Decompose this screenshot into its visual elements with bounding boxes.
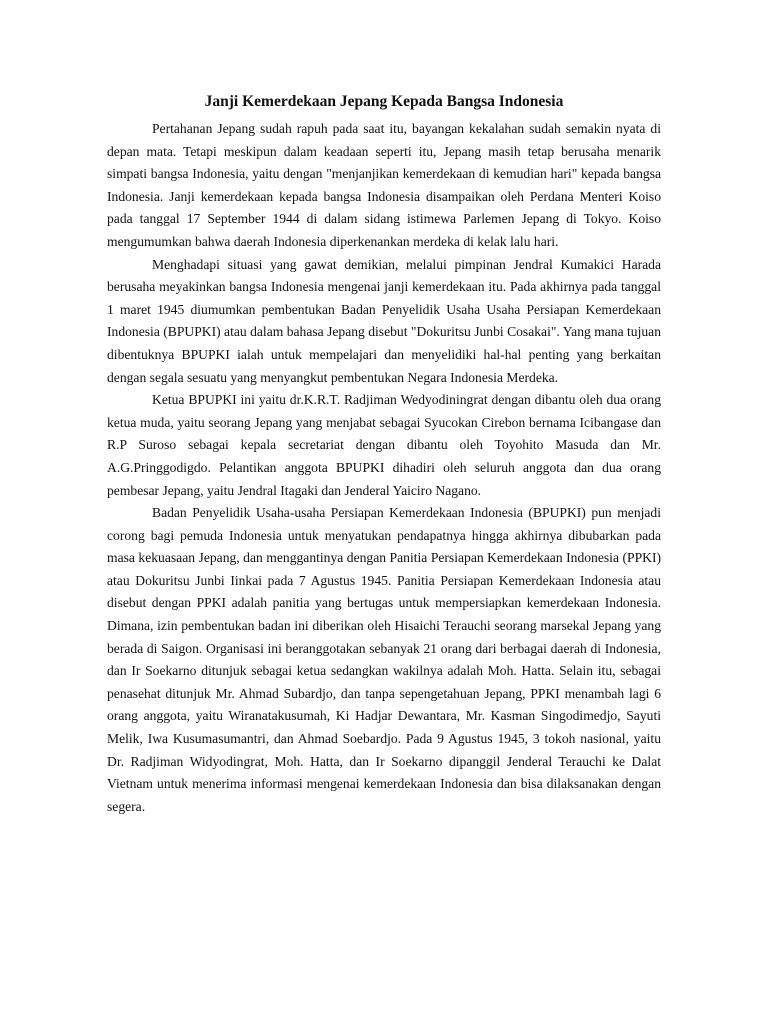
document-body — [107, 90, 661, 818]
paragraph-3: Ketua BPUPKI ini yaitu dr.K.R.T. Radjiman Wedyodiningrat dengan dibantu oleh dua orang ketua muda, yaitu seorang Jepang yang menjabat sebagai Syucokan Cirebon bernama Icibangase dan R.P Suroso sebagai kepala secretariat dengan dibantu oleh Toyohito Masuda dan Mr. A.G.Pringgodigdo. Pelantikan anggota BPUPKI dihadiri oleh seluruh anggota dan dua orang pembesar Jepang, yaitu Jendral Itagaki dan Jenderal Yaiciro Nagano. — [107, 392, 661, 498]
paragraph-2: Menghadapi situasi yang gawat demikian, melalui pimpinan Jendral Kumakici Harada berusaha meyakinkan bangsa Indonesia mengenai janji kemerdekaan itu. Pada akhirnya pada tanggal 1 maret 1945 diumumkan pembentukan Badan Penyelidik Usaha Usaha Persiapan Kemerdekaan Indonesia (BPUPKI) atau dalam bahasa Jepang disebut "Dokuritsu Junbi Cosakai". Yang mana tujuan dibentuknya BPUPKI ialah untuk mempelajari dan menyelidiki hal-hal penting yang berkaitan dengan segala sesuatu yang menyangkut pembentukan Negara Indonesia Merdeka. — [107, 256, 662, 385]
paragraph-4: Badan Penyelidik Usaha-usaha Persiapan Kemerdekaan Indonesia (BPUPKI) pun menjadi corong bagi pemuda Indonesia untuk menyatukan pendapatnya hingga akhirnya dibubarkan pada masa kekuasaan Jepang, dan menggantinya dengan Panitia Persiapan Kemerdekaan Indonesia (PPKI) atau Dokuritsu Junbi Iinkai pada 7 Agustus 1945. Panitia Persiapan Kemerdekaan Indonesia atau disebut dengan PPKI adalah panitia yang bertugas untuk mempersiapkan kemerdekaan Indonesia. Dimana, izin pembentukan badan ini diberikan oleh Hisaichi Terauchi seorang marsekal Jepang yang berada di Saigon. Organisasi ini beranggotakan sebanyak 21 orang dari berbagai daerah di Indonesia, dan Ir Soekarno ditunjuk sebagai ketua sedangkan wakilnya adalah Moh. Hatta. Selain itu, sebagai penasehat ditunjuk Mr. Ahmad Subardjo, dan tanpa sepengetahuan Jepang, PPKI menambah lagi 6 orang anggota, yaitu Wiranatakusumah, Ki Hadjar Dewantara, Mr. Kasman Singodimedjo, Sayuti Melik, Iwa Kusumasumantri, dan Ahmad Soebardjo. Pada 9 Agustus 1945, 3 tokoh nasional, yaitu Dr. Radjiman Widyodingrat, Moh. Hatta, dan Ir Soekarno dipanggil Jenderal Terauchi ke Dalat Vietnam untuk menerima informasi mengenai kemerdekaan Indonesia dan bisa dilaksanakan dengan segera. — [107, 505, 661, 814]
paragraph-1: Pertahanan Jepang sudah rapuh pada saat itu, bayangan kekalahan sudah semakin nyata di depan mata. Tetapi meskipun dalam keadaan seperti itu, Jepang masih tetap berusaha menarik simpati bangsa Indonesia, yaitu dengan "menjanjikan kemerdekaan di kemudian hari" kepada bangsa Indonesia. Janji kemerdekaan kepada bangsa Indonesia disampaikan oleh Perdana Menteri Koiso pada tanggal 17 September 1944 di dalam sidang istimewa Parlemen Jepang di Tokyo. Koiso mengumumkan bahwa daerah Indonesia diperkenankan merdeka di kelak lalu hari. — [107, 121, 661, 249]
document-title: Janji Kemerdekaan Jepang Kepada Bangsa Indonesia — [204, 93, 564, 110]
